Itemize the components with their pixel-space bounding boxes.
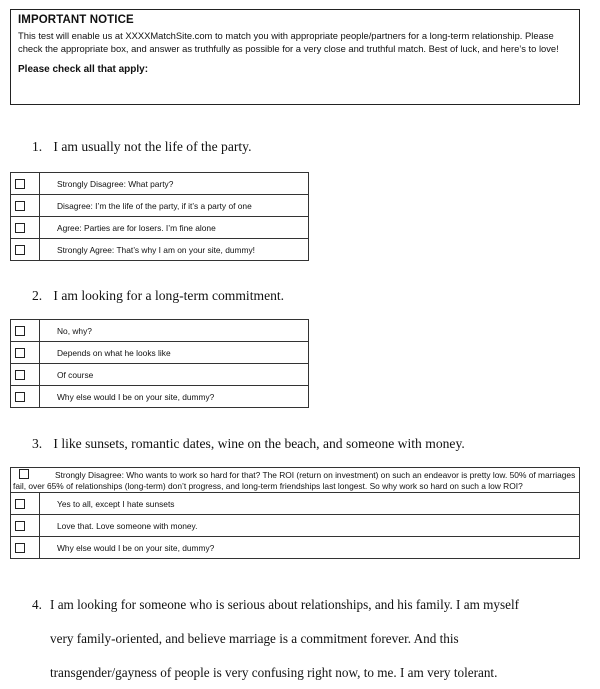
option-label: Agree: Parties are for losers. I’m fine alone: [40, 217, 309, 239]
question-1-options: [10, 172, 309, 261]
checkbox[interactable]: [15, 543, 25, 553]
question-text: I like sunsets, romantic dates, wine on the beach, and someone with money.: [53, 436, 465, 451]
question-3: [32, 436, 592, 452]
checkbox[interactable]: [15, 326, 25, 336]
option-row[interactable]: [11, 239, 309, 261]
checkbox[interactable]: [15, 223, 25, 233]
option-label: Strongly Disagree: Who wants to work so hard for that? The ROI (return on investment) on such an endeavor is pretty low. 50% of marriages fail, over 65% of relationships (long-term) don’t progress, and long-term friendships last longest. So why work so hard on such a low ROI?: [13, 470, 576, 491]
question-number: 1.: [32, 139, 43, 154]
option-row[interactable]: [11, 493, 580, 515]
notice-title: IMPORTANT NOTICE: [18, 14, 134, 26]
option-label: Strongly Agree: That’s why I am on your site, dummy!: [40, 239, 309, 261]
question-number: 2.: [32, 288, 43, 303]
option-row[interactable]: [11, 195, 309, 217]
question-text-line: I am looking for someone who is serious about relationships, and his family. I am myself: [50, 597, 520, 612]
option-row[interactable]: [11, 364, 309, 386]
checkbox[interactable]: [15, 521, 25, 531]
option-row[interactable]: [11, 173, 309, 195]
option-row[interactable]: [11, 217, 309, 239]
checkbox[interactable]: [15, 245, 25, 255]
checkbox[interactable]: [15, 348, 25, 358]
option-label: Why else would I be on your site, dummy?: [40, 537, 580, 559]
notice-instruction: Please check all that apply:: [18, 64, 149, 76]
question-text-line: very family-oriented, and believe marriage is a commitment forever. And this: [50, 631, 459, 646]
checkbox[interactable]: [19, 469, 29, 479]
option-label: Depends on what he looks like: [40, 342, 309, 364]
checkbox[interactable]: [15, 179, 25, 189]
option-label: Strongly Disagree: What party?: [40, 173, 309, 195]
checkbox[interactable]: [15, 392, 25, 402]
option-row[interactable]: [11, 468, 580, 493]
question-2: [32, 288, 592, 304]
question-number: 3.: [32, 436, 43, 451]
question-text-line: transgender/gayness of people is very confusing right now, to me. I am very tolerant.: [50, 665, 498, 680]
checkbox[interactable]: [15, 499, 25, 509]
question-2-options: [10, 319, 309, 408]
option-row[interactable]: [11, 320, 309, 342]
question-1: [32, 139, 592, 155]
option-row[interactable]: [11, 515, 580, 537]
question-text: I am usually not the life of the party.: [53, 139, 252, 154]
option-label: Yes to all, except I hate sunsets: [40, 493, 580, 515]
option-row[interactable]: [11, 342, 309, 364]
checkbox[interactable]: [15, 370, 25, 380]
option-label: Love that. Love someone with money.: [40, 515, 580, 537]
question-text: I am looking for a long-term commitment.: [53, 288, 285, 303]
option-label: Why else would I be on your site, dummy?: [40, 386, 309, 408]
question-3-options: [10, 467, 580, 559]
important-notice-box: [10, 9, 580, 105]
option-row[interactable]: [11, 386, 309, 408]
notice-body: This test will enable us at XXXXMatchSite.com to match you with appropriate people/partners for a long-term relationship. Please check the appropriate box, and answer as truthfully as possible for a very close and truthful match. Best of luck, and here’s to love!: [18, 30, 559, 54]
option-label: No, why?: [40, 320, 309, 342]
option-row[interactable]: [11, 537, 580, 559]
option-label: Disagree: I’m the life of the party, if it’s a party of one: [40, 195, 309, 217]
option-label: Of course: [40, 364, 309, 386]
checkbox[interactable]: [15, 201, 25, 211]
question-number: 4.: [32, 597, 42, 612]
